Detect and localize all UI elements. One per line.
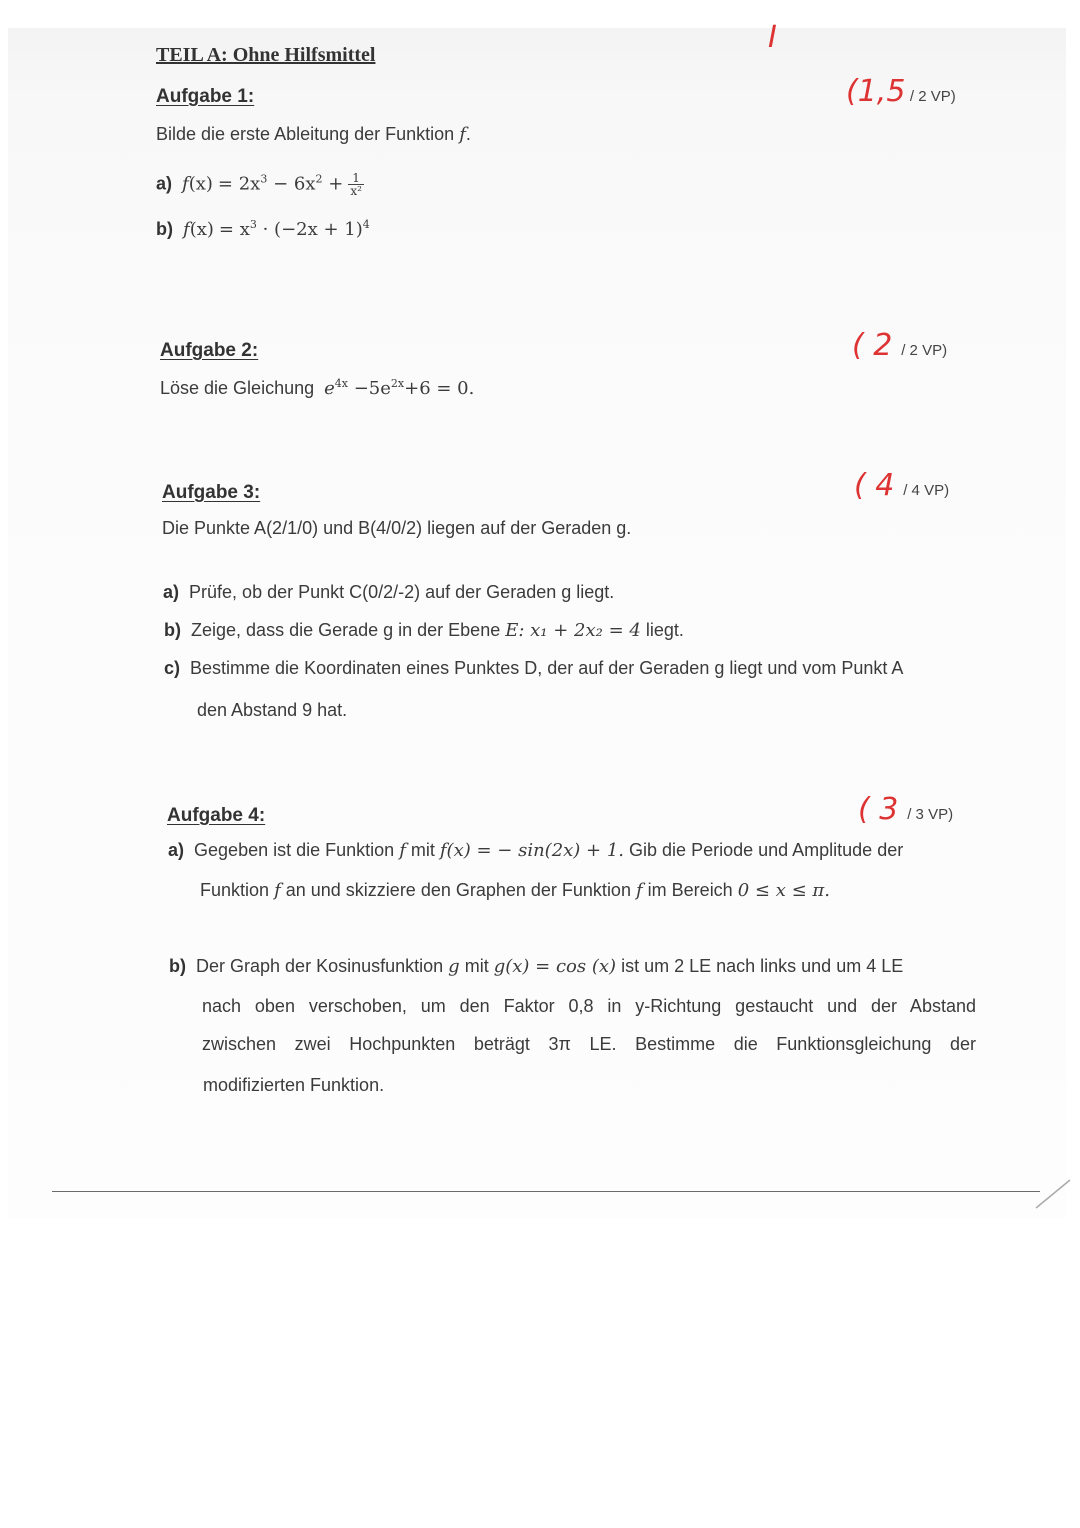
- task-3a: a) Prüfe, ob der Punkt C(0/2/-2) auf der Geraden g liegt.: [163, 582, 615, 602]
- task-3-title: Aufgabe 3:: [162, 482, 261, 503]
- task-2-title: Aufgabe 2:: [160, 340, 259, 361]
- task-4-title: Aufgabe 4:: [167, 805, 266, 826]
- task-1-score-written: (1,5: [846, 74, 906, 109]
- task-1-score-max: / 2 VP): [909, 88, 956, 105]
- pen-stroke: [1030, 1174, 1075, 1214]
- task-3c: c) Bestimme die Koordinaten eines Punktes D, der auf der Geraden g liegt und vom Punkt A: [164, 658, 904, 678]
- task-3c-continued: den Abstand 9 hat.: [197, 700, 348, 720]
- task-2-score-written: ( 2: [852, 328, 893, 363]
- task-2-text: Löse die Gleichung $e^{4x} -5e^{2x}+6 = 0$.: [160, 377, 475, 399]
- task-4-score-written: ( 3: [858, 792, 899, 827]
- task-3b: b) Zeige, dass die Gerade g in der Ebene E: x₁ + 2x₂ = 4 liegt.: [164, 620, 684, 641]
- task-3-score-max: / 4 VP): [903, 482, 950, 499]
- task-4b-line4: modifizierten Funktion.: [203, 1075, 385, 1095]
- task-2-score: [852, 328, 947, 363]
- bottom-divider: [52, 1191, 1040, 1192]
- task-3-text: Die Punkte A(2/1/0) und B(4/0/2) liegen auf der Geraden g.: [162, 518, 632, 538]
- task-1-title: Aufgabe 1:: [156, 86, 255, 107]
- task-2-score-max: / 2 VP): [901, 342, 948, 359]
- task-3-score-written: ( 4: [854, 468, 895, 503]
- page-title: TEIL A: Ohne Hilfsmittel: [156, 44, 376, 66]
- task-4-score: [858, 792, 953, 827]
- task-4a-continued: Funktion f an und skizziere den Graphen der Funktion f im Bereich 0 ≤ x ≤ π.: [200, 880, 830, 901]
- handwritten-mark: I: [768, 20, 777, 55]
- task-3-score: [854, 468, 949, 503]
- task-4b-line3: zwischen zwei Hochpunkten beträgt 3π LE. Bestimme die Funktionsgleichung der: [202, 1034, 976, 1054]
- task-4b-line2: nach oben verschoben, um den Faktor 0,8 in y-Richtung gestaucht und der Abstand: [202, 996, 976, 1016]
- task-1-intro: Bilde die erste Ableitung der Funktion f.: [156, 124, 471, 145]
- task-1b: b) $f(x) = x^3 \cdot (-2x + 1)^4$: [156, 218, 370, 240]
- task-4b: b) Der Graph der Kosinusfunktion g mit g(x) = cos (x) ist um 2 LE nach links und um 4 LE: [169, 956, 904, 977]
- task-4-score-max: / 3 VP): [907, 806, 954, 823]
- task-4a: a) Gegeben ist die Funktion f mit f(x) = − sin(2x) + 1. Gib die Periode und Amplitude der: [168, 840, 904, 861]
- fraction: $\frac{1}{\text{x²}}$: [350, 171, 362, 198]
- task-1-score: [846, 74, 956, 109]
- task-1a: a) $f(x) = 2x^3 - 6x^2$ + $\frac{1}{\text{x²}}$: [156, 171, 362, 198]
